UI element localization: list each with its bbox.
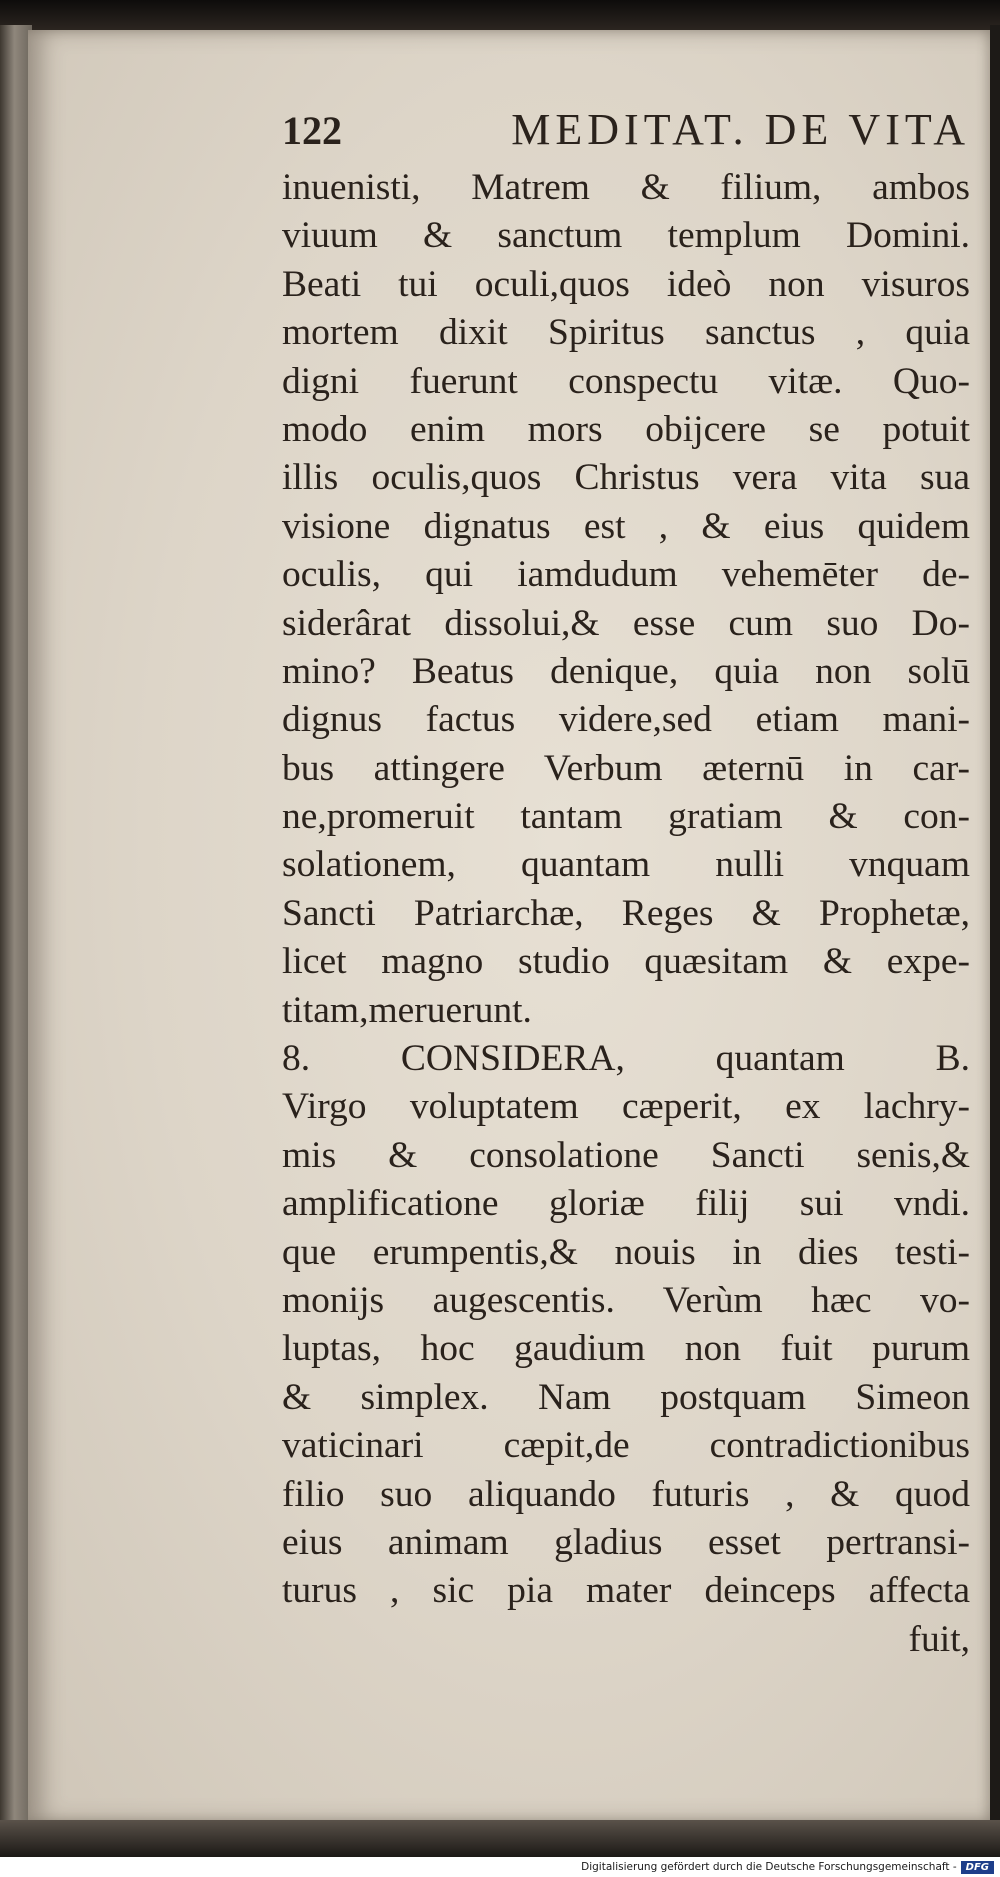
text-line: que erumpentis,& nouis in dies testi- <box>282 1231 970 1273</box>
text-line: mis & consolatione Sancti senis,& <box>282 1134 970 1176</box>
text-line: inuenisti, Matrem & filium, ambos <box>282 167 970 208</box>
text-line: licet magno studio quæsitam & expe- <box>282 941 970 983</box>
text-line: Beati tui oculi,quos ideò non visuros <box>282 263 970 305</box>
text-line: modo enim mors obijcere se potuit <box>282 408 970 450</box>
text-line: turus , sic pia mater deinceps affecta <box>282 1570 970 1612</box>
dfg-logo: DFG <box>961 1861 994 1874</box>
running-title: MEDITAT. DE VITA <box>511 105 970 154</box>
text-line: dignus factus videre,sed etiam mani- <box>282 699 970 741</box>
page-text <box>282 104 970 1664</box>
scan-right-border <box>990 25 1000 1825</box>
text-line: titam,meruerunt. <box>282 989 532 1031</box>
text-line: solationem, quantam nulli vnquam <box>282 844 970 886</box>
page-number: 122 <box>282 108 342 153</box>
text-line: viuum & sanctum templum Domini. <box>282 215 970 257</box>
text-line: mortem dixit Spiritus sanctus , quia <box>282 312 970 354</box>
text-line: bus attingere Verbum æternū in car- <box>282 747 970 789</box>
funding-credit: Digitalisierung gefördert durch die Deutsche Forschungsgemeinschaft - <box>581 1861 957 1873</box>
text-line: ne,promeruit tantam gratiam & con- <box>282 796 970 838</box>
text-line: oculis, qui iamdudum vehemēter de- <box>282 554 970 596</box>
text-line: Virgo voluptatem cæperit, ex lachry- <box>282 1086 970 1128</box>
text-line: Sancti Patriarchæ, Reges & Prophetæ, <box>282 892 970 934</box>
text-line: vaticinari cæpit,de contradictionibus <box>282 1425 970 1467</box>
text-line: monijs augescentis. Verùm hæc vo- <box>282 1279 970 1321</box>
text-line: luptas, hoc gaudium non fuit purum <box>282 1328 970 1370</box>
text-line: eius animam gladius esset pertransi- <box>282 1521 970 1563</box>
scan-bottom-border <box>0 1820 1000 1857</box>
scan-top-border <box>0 0 1000 30</box>
text-line: & simplex. Nam postquam Simeon <box>282 1376 970 1418</box>
text-line: filio suo aliquando futuris , & quod <box>282 1473 970 1515</box>
text-line: illis oculis,quos Christus vera vita sua <box>282 457 970 499</box>
text-line: digni fuerunt conspectu vitæ. Quo- <box>282 360 970 402</box>
text-line: mino? Beatus denique, quia non solū <box>282 650 970 692</box>
page-header <box>282 104 970 164</box>
text-line: amplificatione gloriæ filij sui vndi. <box>282 1183 970 1225</box>
catchword: fuit, <box>908 1618 970 1660</box>
section-heading-line: 8. CONSIDERA, quantam B. <box>282 1038 970 1080</box>
text-line: visione dignatus est , & eius quidem <box>282 505 970 547</box>
text-line: siderârat dissolui,& esse cum suo Do- <box>282 602 970 644</box>
digitization-credit-bar <box>0 1857 1000 1877</box>
